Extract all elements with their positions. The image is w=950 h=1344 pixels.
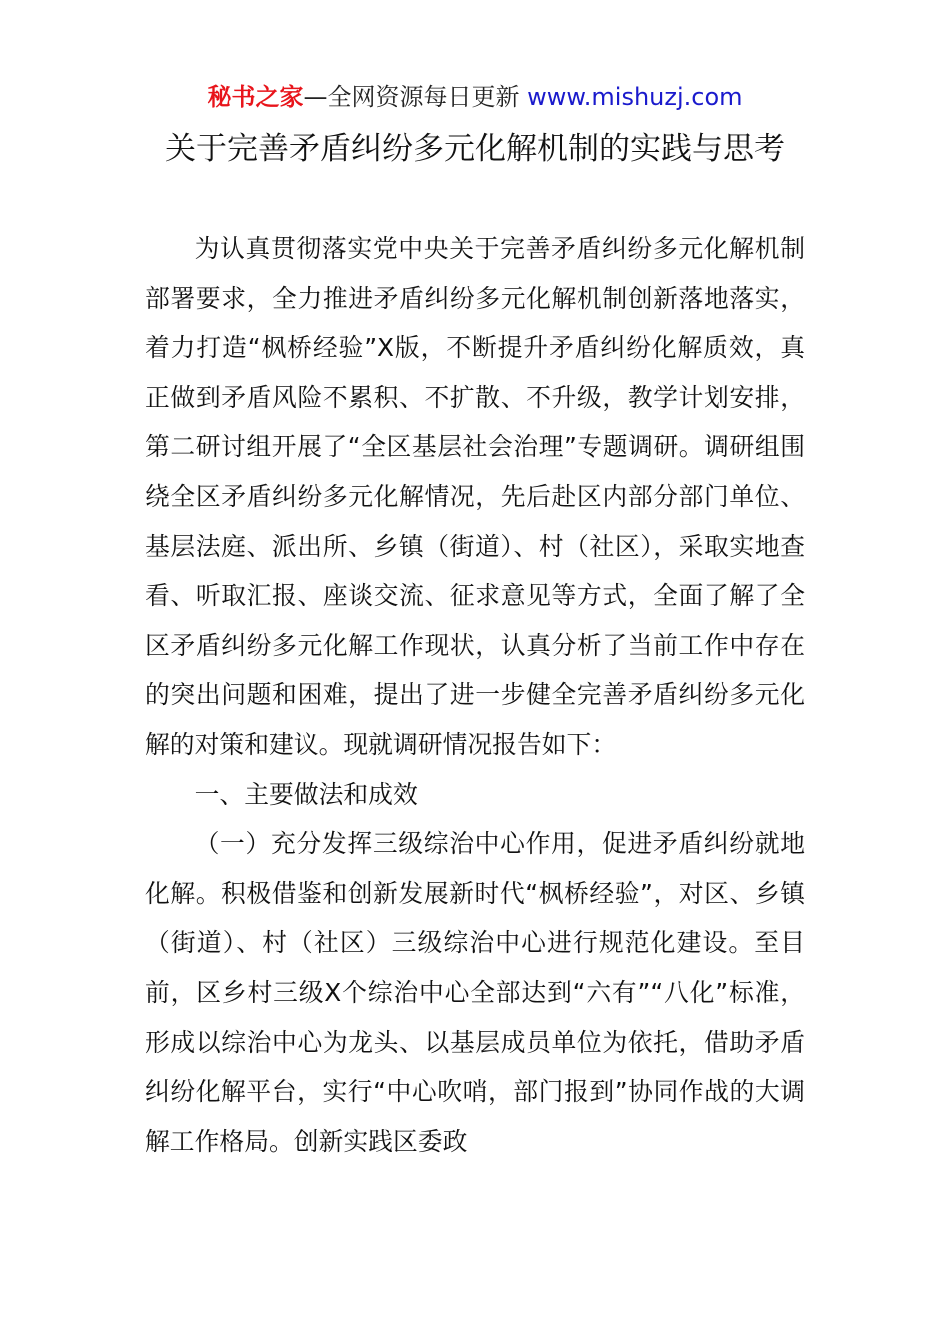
- subsection-paragraph: （一）充分发挥三级综治中心作用，促进矛盾纠纷就地化解。积极借鉴和创新发展新时代“枫桥经验”，对区、乡镇（街道）、村（社区）三级综治中心进行规范化建设。至目前，区乡村三级X个综治中心全部达到“六有”“八化”标准，形成以综治中心为龙头、以基层成员单位为依托，借助矛盾纠纷化解平台，实行“中心吹哨，部门报到”协同作战的大调解工作格局。创新实践区委政: [145, 829, 805, 1156]
- site-banner: [0, 80, 950, 114]
- site-tagline: —全网资源每日更新: [303, 83, 528, 111]
- site-url[interactable]: www.mishuzj.com: [527, 83, 743, 111]
- intro-paragraph: 为认真贯彻落实党中央关于完善矛盾纠纷多元化解机制部署要求，全力推进矛盾纠纷多元化解机制创新落地落实，着力打造“枫桥经验”X版，不断提升矛盾纠纷化解质效，真正做到矛盾风险不累积、不扩散、不升级，教学计划安排，第二研讨组开展了“全区基层社会治理”专题调研。调研组围绕全区矛盾纠纷多元化解情况，先后赴区内部分部门单位、基层法庭、派出所、乡镇（街道）、村（社区），采取实地查看、听取汇报、座谈交流、征求意见等方式，全面了解了全区矛盾纠纷多元化解工作现状，认真分析了当前工作中存在的突出问题和困难，提出了进一步健全完善矛盾纠纷多元化解的对策和建议。现就调研情况报告如下：: [145, 234, 805, 759]
- site-brand: 秘书之家: [207, 83, 304, 111]
- section-heading: 一、主要做法和成效: [194, 779, 418, 809]
- document-title: 关于完善矛盾纠纷多元化解机制的实践与思考: [165, 131, 785, 167]
- document-body: [145, 224, 805, 1166]
